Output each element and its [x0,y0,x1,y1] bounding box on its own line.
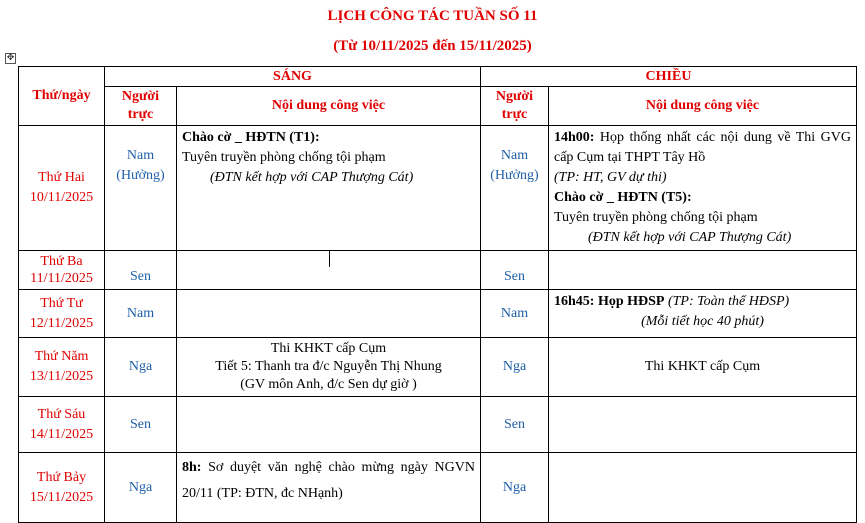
table-row [19,290,857,338]
afternoon-duty-cell: Nam [481,290,549,338]
morning-content-cell[interactable] [177,290,481,338]
morning-duty-cell: Nam [105,290,177,338]
morning-duty-cell: Nga [105,453,177,523]
schedule-subtitle: (Từ 10/11/2025 đến 15/11/2025) [333,38,532,54]
afternoon-content-cell[interactable] [549,251,857,290]
header-afternoon: CHIỀU [481,67,857,87]
day-cell: Thứ Sáu 14/11/2025 [19,397,105,453]
afternoon-duty-cell: Sen [481,397,549,453]
afternoon-duty-cell: Nam (Hưởng) [481,126,549,251]
morning-duty-cell: Nga [105,338,177,397]
day-cell: Thứ Ba 11/11/2025 [19,251,105,290]
afternoon-duty-cell: Sen [481,251,549,290]
morning-content-cell: Thi KHKT cấp Cụm Tiết 5: Thanh tra đ/c Nguyễn Thị Nhung (GV môn Anh, đ/c Sen dự giờ ) [177,338,481,397]
afternoon-content-cell: Thi KHKT cấp Cụm [549,338,857,397]
morning-duty-cell: Nam (Hưởng) [105,126,177,251]
morning-content-cell: Chào cờ _ HĐTN (T1): Tuyên truyền phòng chống tội phạm (ĐTN kết hợp với CAP Thượng Cát) [177,126,481,251]
day-cell: Thứ Tư 12/11/2025 [19,290,105,338]
afternoon-content-cell[interactable] [549,397,857,453]
table-row [19,397,857,453]
header-morning-content: Nội dung công việc [177,87,481,126]
table-row [19,126,857,251]
header-morning: SÁNG [105,67,481,87]
schedule-title: LỊCH CÔNG TÁC TUẦN SỐ 11 [327,8,538,24]
header-afternoon-duty: Người trực [481,87,549,126]
morning-duty-cell: Sen [105,397,177,453]
weekly-schedule-table [18,66,857,523]
header-afternoon-content: Nội dung công việc [549,87,857,126]
header-morning-duty: Người trực [105,87,177,126]
afternoon-content-cell: 14h00: Họp thống nhất các nội dung về Thi GVG cấp Cụm tại THPT Tây Hồ (TP: HT, GV dự thi) Chào cờ _ HĐTN (T5): Tuyên truyền phòng chống tội phạm (ĐTN kết hợp với CAP Thượng Cát) [549,126,857,251]
move-handle-icon[interactable]: ✥ [6,53,15,63]
afternoon-content-cell[interactable] [549,453,857,523]
text-cursor [329,251,330,267]
table-row [19,453,857,523]
morning-duty-cell: Sen [105,251,177,290]
day-cell: Thứ Năm 13/11/2025 [19,338,105,397]
afternoon-duty-cell: Nga [481,453,549,523]
header-day: Thứ/ngày [19,67,105,126]
day-cell: Thứ Bảy 15/11/2025 [19,453,105,523]
afternoon-duty-cell: Nga [481,338,549,397]
day-cell: Thứ Hai 10/11/2025 [19,126,105,251]
morning-content-cell: 8h: Sơ duyệt văn nghệ chào mừng ngày NGVN 20/11 (TP: ĐTN, đc NHạnh) [177,453,481,523]
afternoon-content-cell: 16h45: Họp HĐSP (TP: Toàn thể HĐSP) (Mỗi tiết học 40 phút) [549,290,857,338]
morning-content-cell[interactable] [177,397,481,453]
table-row [19,338,857,397]
table-row [19,251,857,290]
